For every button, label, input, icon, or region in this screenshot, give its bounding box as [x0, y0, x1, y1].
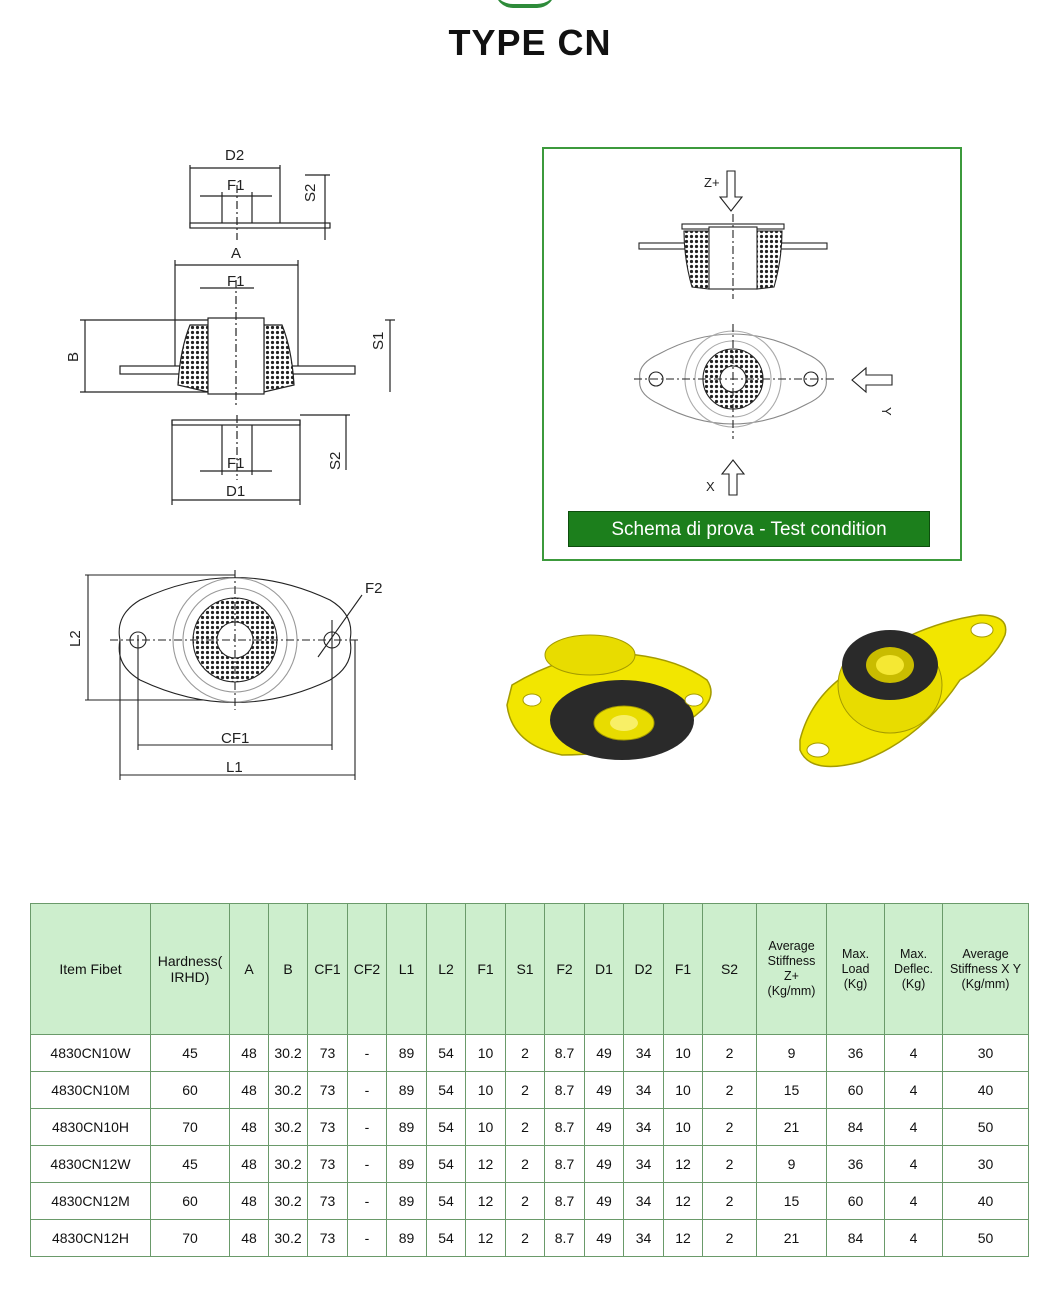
label-f2: F2 [365, 580, 383, 597]
table-cell: 49 [585, 1146, 624, 1183]
table-cell: 10 [466, 1035, 506, 1072]
table-cell: 60 [151, 1183, 230, 1220]
table-cell: 60 [827, 1072, 885, 1109]
table-cell: 89 [387, 1035, 427, 1072]
table-cell: 70 [151, 1109, 230, 1146]
table-cell: 48 [230, 1109, 269, 1146]
table-cell: 4830CN10W [31, 1035, 151, 1072]
table-cell: 36 [827, 1035, 885, 1072]
spec-table [30, 903, 1029, 1257]
table-cell: 4 [885, 1183, 943, 1220]
table-cell: 2 [703, 1146, 757, 1183]
column-header: B [269, 904, 308, 1035]
table-cell: 12 [664, 1146, 703, 1183]
table-cell: 36 [827, 1146, 885, 1183]
bottom-washer-view [172, 415, 350, 505]
table-cell: 30.2 [269, 1183, 308, 1220]
table-cell: - [348, 1146, 387, 1183]
technical-drawing-plan [50, 565, 410, 785]
table-cell: 54 [427, 1072, 466, 1109]
table-cell: 49 [585, 1072, 624, 1109]
table-cell: 9 [757, 1035, 827, 1072]
table-cell: 89 [387, 1220, 427, 1257]
table-row [31, 1035, 1029, 1072]
table-cell: 12 [466, 1220, 506, 1257]
table-cell: 34 [624, 1109, 664, 1146]
table-cell: 45 [151, 1146, 230, 1183]
table-cell: 4830CN10H [31, 1109, 151, 1146]
label-d2: D2 [225, 147, 245, 164]
table-row [31, 1146, 1029, 1183]
table-cell: 34 [624, 1183, 664, 1220]
logo-arc [495, 0, 555, 8]
column-header: F1 [664, 904, 703, 1035]
table-cell: 48 [230, 1072, 269, 1109]
table-cell: 4 [885, 1109, 943, 1146]
table-cell: 30.2 [269, 1220, 308, 1257]
table-cell: 54 [427, 1109, 466, 1146]
column-header: CF2 [348, 904, 387, 1035]
table-cell: 10 [664, 1035, 703, 1072]
table-cell: 34 [624, 1035, 664, 1072]
table-cell: 48 [230, 1220, 269, 1257]
table-cell: 10 [466, 1072, 506, 1109]
table-cell: 10 [664, 1109, 703, 1146]
column-header: L1 [387, 904, 427, 1035]
z-arrow-icon [720, 171, 742, 211]
table-cell: 73 [308, 1220, 348, 1257]
table-cell: 54 [427, 1220, 466, 1257]
label-s2-bottom: S2 [327, 451, 344, 470]
table-cell: 30.2 [269, 1109, 308, 1146]
table-cell: 54 [427, 1146, 466, 1183]
table-cell: 89 [387, 1183, 427, 1220]
label-f1-top: F1 [227, 177, 245, 194]
table-cell: 49 [585, 1109, 624, 1146]
table-cell: 10 [664, 1072, 703, 1109]
table-cell: 34 [624, 1220, 664, 1257]
table-cell: 45 [151, 1035, 230, 1072]
column-header: F1 [466, 904, 506, 1035]
column-header: S1 [506, 904, 545, 1035]
column-header: D1 [585, 904, 624, 1035]
column-header: S2 [703, 904, 757, 1035]
label-f1-bottom: F1 [227, 455, 245, 472]
test-condition-label: Schema di prova - Test condition [568, 511, 930, 547]
table-cell: 8.7 [545, 1035, 585, 1072]
table-cell: 2 [506, 1109, 545, 1146]
label-s1: S1 [370, 331, 387, 350]
table-cell: 34 [624, 1072, 664, 1109]
label-s2-top: S2 [302, 183, 319, 202]
label-l1: L1 [226, 759, 243, 776]
table-cell: 73 [308, 1109, 348, 1146]
table-cell: 2 [703, 1035, 757, 1072]
table-cell: 30.2 [269, 1146, 308, 1183]
table-cell: 8.7 [545, 1220, 585, 1257]
column-header: Max. Load (Kg) [827, 904, 885, 1035]
product-image-bottom-view [502, 625, 727, 775]
table-cell: 48 [230, 1146, 269, 1183]
table-cell: 4 [885, 1035, 943, 1072]
test-condition-drawing [544, 149, 960, 509]
table-cell: 2 [506, 1146, 545, 1183]
table-cell: 89 [387, 1109, 427, 1146]
table-cell: 21 [757, 1109, 827, 1146]
table-cell: 60 [151, 1072, 230, 1109]
table-cell: 48 [230, 1183, 269, 1220]
label-l2: L2 [67, 630, 84, 647]
table-row [31, 1072, 1029, 1109]
label-d1: D1 [226, 483, 246, 500]
table-cell: 50 [943, 1220, 1029, 1257]
label-a: A [231, 245, 242, 262]
table-header-row [31, 904, 1029, 1035]
table-cell: 2 [703, 1220, 757, 1257]
axis-x-label: X [706, 479, 715, 494]
table-cell: 9 [757, 1146, 827, 1183]
x-arrow-icon [722, 460, 744, 495]
table-cell: 54 [427, 1183, 466, 1220]
column-header: Max. Deflec. (Kg) [885, 904, 943, 1035]
table-cell: 4830CN10M [31, 1072, 151, 1109]
table-cell: 60 [827, 1183, 885, 1220]
table-cell: 48 [230, 1035, 269, 1072]
table-cell: 30.2 [269, 1035, 308, 1072]
table-cell: 73 [308, 1072, 348, 1109]
table-cell: 73 [308, 1146, 348, 1183]
table-cell: 2 [506, 1183, 545, 1220]
table-cell: - [348, 1183, 387, 1220]
table-cell: 4830CN12W [31, 1146, 151, 1183]
table-cell: 12 [664, 1220, 703, 1257]
table-cell: 73 [308, 1183, 348, 1220]
column-header: Average Stiffness Z+ (Kg/mm) [757, 904, 827, 1035]
table-cell: 70 [151, 1220, 230, 1257]
table-cell: - [348, 1035, 387, 1072]
table-cell: 40 [943, 1072, 1029, 1109]
table-cell: 12 [466, 1146, 506, 1183]
table-cell: - [348, 1109, 387, 1146]
table-cell: 4 [885, 1072, 943, 1109]
table-cell: - [348, 1072, 387, 1109]
table-cell: 49 [585, 1035, 624, 1072]
table-row [31, 1183, 1029, 1220]
column-header: A [230, 904, 269, 1035]
table-cell: - [348, 1220, 387, 1257]
table-cell: 30.2 [269, 1072, 308, 1109]
table-cell: 89 [387, 1146, 427, 1183]
table-cell: 49 [585, 1183, 624, 1220]
table-cell: 4 [885, 1146, 943, 1183]
column-header: D2 [624, 904, 664, 1035]
column-header: Hardness( IRHD) [151, 904, 230, 1035]
table-cell: 8.7 [545, 1146, 585, 1183]
table-cell: 54 [427, 1035, 466, 1072]
table-cell: 12 [664, 1183, 703, 1220]
table-cell: 30 [943, 1035, 1029, 1072]
table-cell: 2 [506, 1220, 545, 1257]
label-cf1: CF1 [221, 730, 250, 747]
table-cell: 2 [703, 1109, 757, 1146]
column-header: Item Fibet [31, 904, 151, 1035]
table-cell: 4830CN12M [31, 1183, 151, 1220]
table-row [31, 1109, 1029, 1146]
column-header: F2 [545, 904, 585, 1035]
table-cell: 50 [943, 1109, 1029, 1146]
table-cell: 2 [506, 1072, 545, 1109]
table-cell: 15 [757, 1183, 827, 1220]
page-title: TYPE CN [448, 22, 612, 63]
table-cell: 40 [943, 1183, 1029, 1220]
table-cell: 4830CN12H [31, 1220, 151, 1257]
axis-y-label: Y [879, 407, 894, 416]
table-cell: 73 [308, 1035, 348, 1072]
table-cell: 15 [757, 1072, 827, 1109]
table-cell: 84 [827, 1109, 885, 1146]
table-cell: 89 [387, 1072, 427, 1109]
table-cell: 84 [827, 1220, 885, 1257]
table-cell: 21 [757, 1220, 827, 1257]
label-f1-main: F1 [227, 273, 245, 290]
column-header: Average Stiffness X Y (Kg/mm) [943, 904, 1029, 1035]
column-header: L2 [427, 904, 466, 1035]
label-b: B [65, 351, 82, 362]
table-row [31, 1220, 1029, 1257]
column-header: CF1 [308, 904, 348, 1035]
table-cell: 2 [506, 1035, 545, 1072]
table-cell: 34 [624, 1146, 664, 1183]
y-arrow-icon [852, 368, 892, 392]
table-cell: 2 [703, 1183, 757, 1220]
table-cell: 30 [943, 1146, 1029, 1183]
table-cell: 8.7 [545, 1109, 585, 1146]
table-cell: 8.7 [545, 1072, 585, 1109]
table-cell: 2 [703, 1072, 757, 1109]
product-image-top-view [790, 610, 1015, 775]
axis-z-label: Z+ [704, 175, 720, 190]
table-cell: 49 [585, 1220, 624, 1257]
table-cell: 4 [885, 1220, 943, 1257]
table-cell: 12 [466, 1183, 506, 1220]
table-cell: 10 [466, 1109, 506, 1146]
table-cell: 8.7 [545, 1183, 585, 1220]
